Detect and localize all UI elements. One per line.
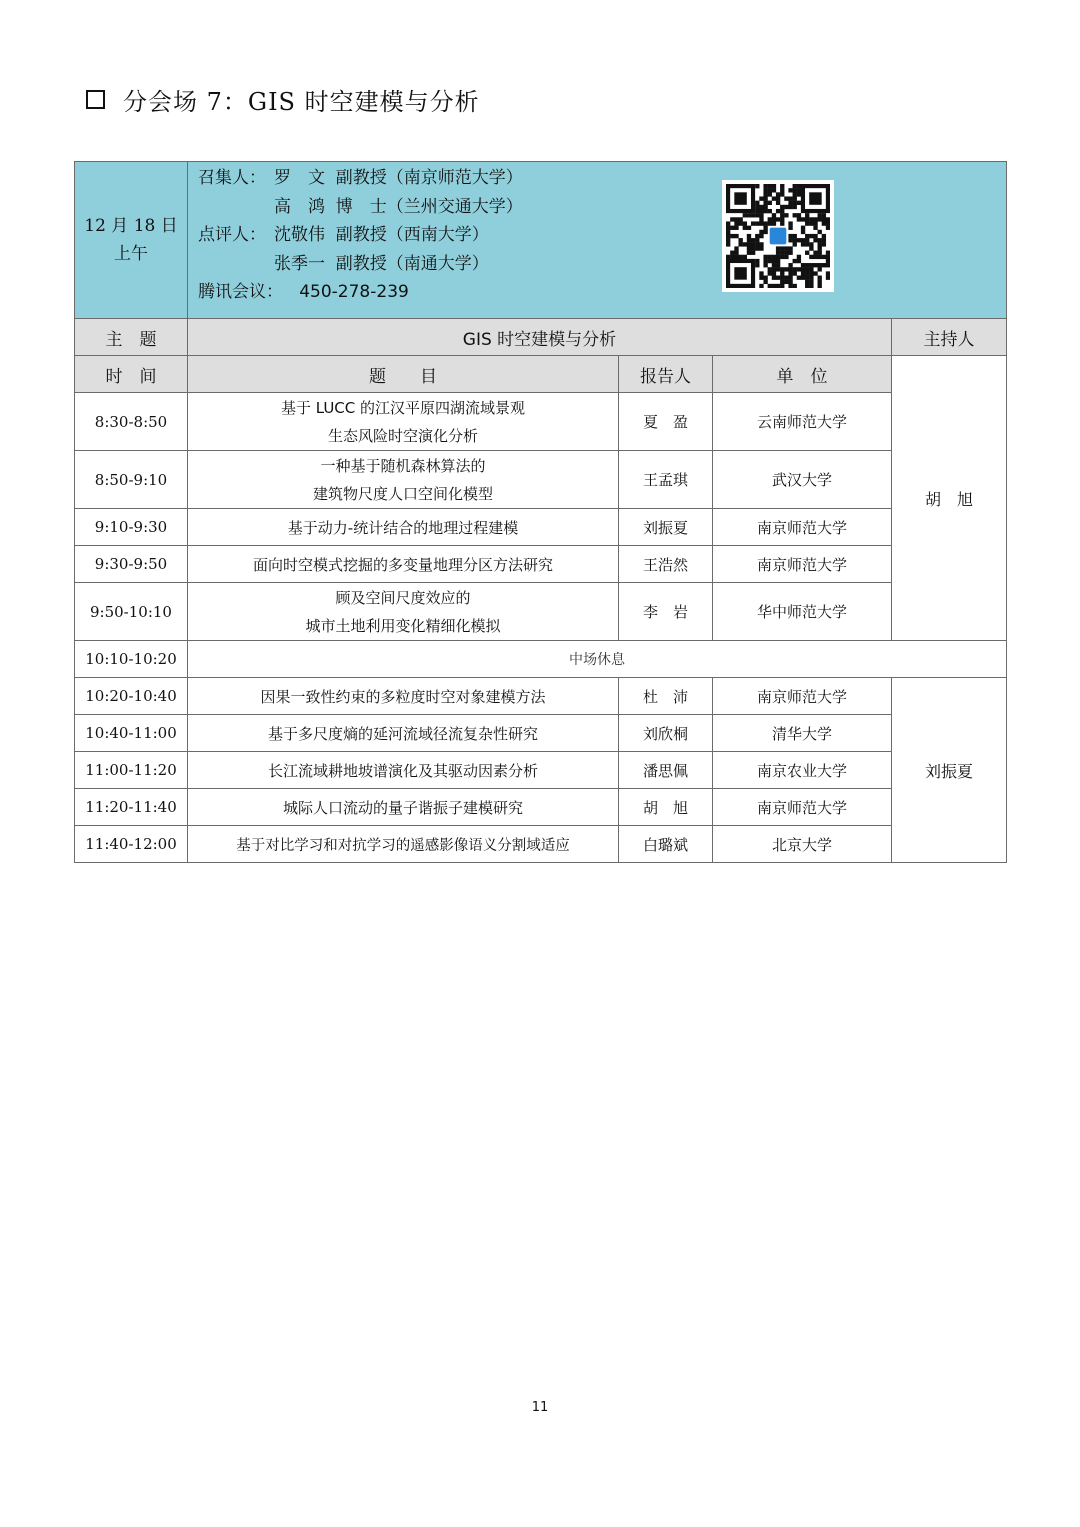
unit-cell: 南京师范大学 bbox=[713, 678, 892, 715]
table-row bbox=[75, 789, 1007, 826]
theme-value: GIS 时空建模与分析 bbox=[188, 319, 892, 356]
table-row bbox=[75, 451, 1007, 509]
theme-label: 主 题 bbox=[75, 319, 188, 356]
date-half-day: 上午 bbox=[114, 244, 148, 264]
section-title: 分会场 7：GIS 时空建模与分析 bbox=[123, 87, 480, 116]
speaker-cell: 杜 沛 bbox=[619, 678, 713, 715]
table-row bbox=[75, 393, 1007, 451]
topic-cell: 基于动力-统计结合的地理过程建模 bbox=[188, 509, 619, 546]
page-number: 11 bbox=[531, 1400, 549, 1415]
break-row bbox=[75, 641, 1007, 678]
speaker-cell: 王浩然 bbox=[619, 546, 713, 583]
convener-line-2: 高 鸿 博 士（兰州交通大学） bbox=[274, 196, 523, 217]
host-header: 主持人 bbox=[892, 319, 1007, 356]
table-row bbox=[75, 826, 1007, 863]
topic-cell: 城际人口流动的量子谐振子建模研究 bbox=[188, 789, 619, 826]
info-panel bbox=[188, 162, 1007, 319]
time-cell: 11:20-11:40 bbox=[75, 789, 188, 826]
topic-cell: 基于对比学习和对抗学习的遥感影像语义分割域适应 bbox=[188, 826, 619, 863]
session-date bbox=[75, 162, 188, 319]
col-topic: 题 目 bbox=[188, 356, 619, 393]
unit-cell: 清华大学 bbox=[713, 715, 892, 752]
column-header-row bbox=[75, 356, 1007, 393]
time-cell: 11:40-12:00 bbox=[75, 826, 188, 863]
host-session2: 刘振夏 bbox=[892, 678, 1007, 863]
unit-cell: 南京师范大学 bbox=[713, 546, 892, 583]
time-cell: 9:30-9:50 bbox=[75, 546, 188, 583]
unit-cell: 南京师范大学 bbox=[713, 789, 892, 826]
col-unit: 单 位 bbox=[713, 356, 892, 393]
reviewer-line-1: 点评人： 沈敬伟 副教授（西南大学） bbox=[198, 225, 489, 245]
break-label: 中场休息 bbox=[188, 641, 1007, 678]
speaker-cell: 李 岩 bbox=[619, 583, 713, 641]
unit-cell: 南京师范大学 bbox=[713, 509, 892, 546]
time-cell: 11:00-11:20 bbox=[75, 752, 188, 789]
unit-cell: 武汉大学 bbox=[713, 451, 892, 509]
time-cell: 10:40-11:00 bbox=[75, 715, 188, 752]
table-row bbox=[75, 678, 1007, 715]
topic-cell: 一种基于随机森林算法的 建筑物尺度人口空间化模型 bbox=[188, 451, 619, 509]
table-row bbox=[75, 509, 1007, 546]
col-speaker: 报告人 bbox=[619, 356, 713, 393]
topic-cell: 面向时空模式挖掘的多变量地理分区方法研究 bbox=[188, 546, 619, 583]
host-session1: 胡 旭 bbox=[892, 356, 1007, 641]
time-cell: 8:50-9:10 bbox=[75, 451, 188, 509]
info-row bbox=[75, 162, 1007, 319]
speaker-cell: 潘思佩 bbox=[619, 752, 713, 789]
unit-cell: 南京农业大学 bbox=[713, 752, 892, 789]
col-time: 时 间 bbox=[75, 356, 188, 393]
table-row bbox=[75, 583, 1007, 641]
section-heading bbox=[86, 82, 480, 116]
time-cell: 10:20-10:40 bbox=[75, 678, 188, 715]
time-cell: 9:10-9:30 bbox=[75, 509, 188, 546]
speaker-cell: 白璐斌 bbox=[619, 826, 713, 863]
topic-cell: 长江流域耕地坡谱演化及其驱动因素分析 bbox=[188, 752, 619, 789]
topic-cell: 因果一致性约束的多粒度时空对象建模方法 bbox=[188, 678, 619, 715]
unit-cell: 华中师范大学 bbox=[713, 583, 892, 641]
speaker-cell: 刘欣桐 bbox=[619, 715, 713, 752]
checkbox-bullet-icon bbox=[86, 90, 105, 109]
theme-row bbox=[75, 319, 1007, 356]
break-time: 10:10-10:20 bbox=[75, 641, 188, 678]
speaker-cell: 夏 盈 bbox=[619, 393, 713, 451]
date-line: 12 月 18 日 bbox=[84, 216, 178, 236]
qr-code-icon bbox=[722, 180, 834, 292]
topic-cell: 顾及空间尺度效应的 城市土地利用变化精细化模拟 bbox=[188, 583, 619, 641]
schedule-table bbox=[74, 161, 1007, 863]
unit-cell: 云南师范大学 bbox=[713, 393, 892, 451]
table-row bbox=[75, 752, 1007, 789]
speaker-cell: 刘振夏 bbox=[619, 509, 713, 546]
unit-cell: 北京大学 bbox=[713, 826, 892, 863]
time-cell: 9:50-10:10 bbox=[75, 583, 188, 641]
speaker-cell: 胡 旭 bbox=[619, 789, 713, 826]
time-cell: 8:30-8:50 bbox=[75, 393, 188, 451]
tencent-meeting-line: 腾讯会议： 450-278-239 bbox=[198, 282, 409, 302]
convener-line-1: 召集人： 罗 文 副教授（南京师范大学） bbox=[198, 168, 523, 188]
topic-cell: 基于 LUCC 的江汉平原四湖流域景观 生态风险时空演化分析 bbox=[188, 393, 619, 451]
topic-cell: 基于多尺度熵的延河流域径流复杂性研究 bbox=[188, 715, 619, 752]
reviewer-line-2: 张季一 副教授（南通大学） bbox=[274, 253, 489, 274]
table-row bbox=[75, 546, 1007, 583]
speaker-cell: 王孟琪 bbox=[619, 451, 713, 509]
table-row bbox=[75, 715, 1007, 752]
